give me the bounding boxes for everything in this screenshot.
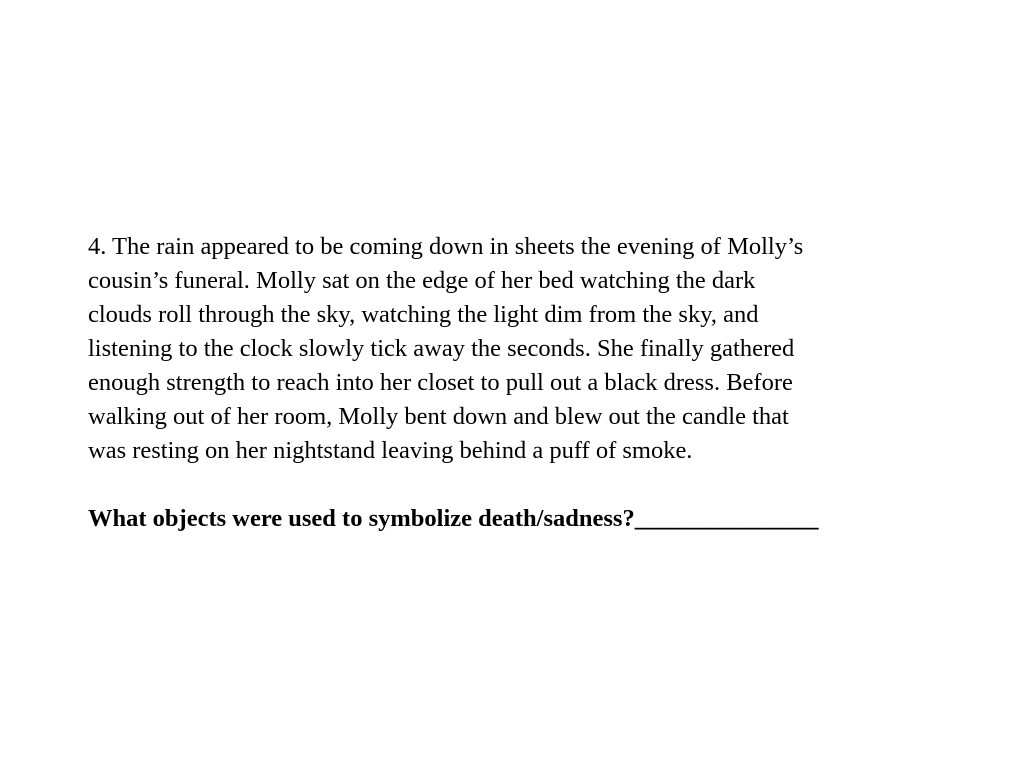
passage-line: clouds roll through the sky, watching the light dim from the sky, and (88, 301, 759, 328)
passage-line: enough strength to reach into her closet to pull out a black dress. Before (88, 369, 793, 396)
answer-blank: _______________ (634, 505, 819, 532)
question (88, 502, 968, 536)
passage-line: was resting on her nightstand leaving behind a puff of smoke. (88, 437, 693, 464)
passage-line: walking out of her room, Molly bent down and blew out the candle that (88, 403, 789, 430)
passage-line: cousin’s funeral. Molly sat on the edge of her bed watching the dark (88, 267, 756, 294)
passage-line: 4. The rain appeared to be coming down in sheets the evening of Molly’s (88, 233, 804, 260)
slide-content (88, 230, 968, 536)
passage-line: listening to the clock slowly tick away the seconds. She finally gathered (88, 335, 795, 362)
question-text: What objects were used to symbolize death/sadness? (88, 505, 635, 532)
passage-paragraph (88, 230, 968, 468)
